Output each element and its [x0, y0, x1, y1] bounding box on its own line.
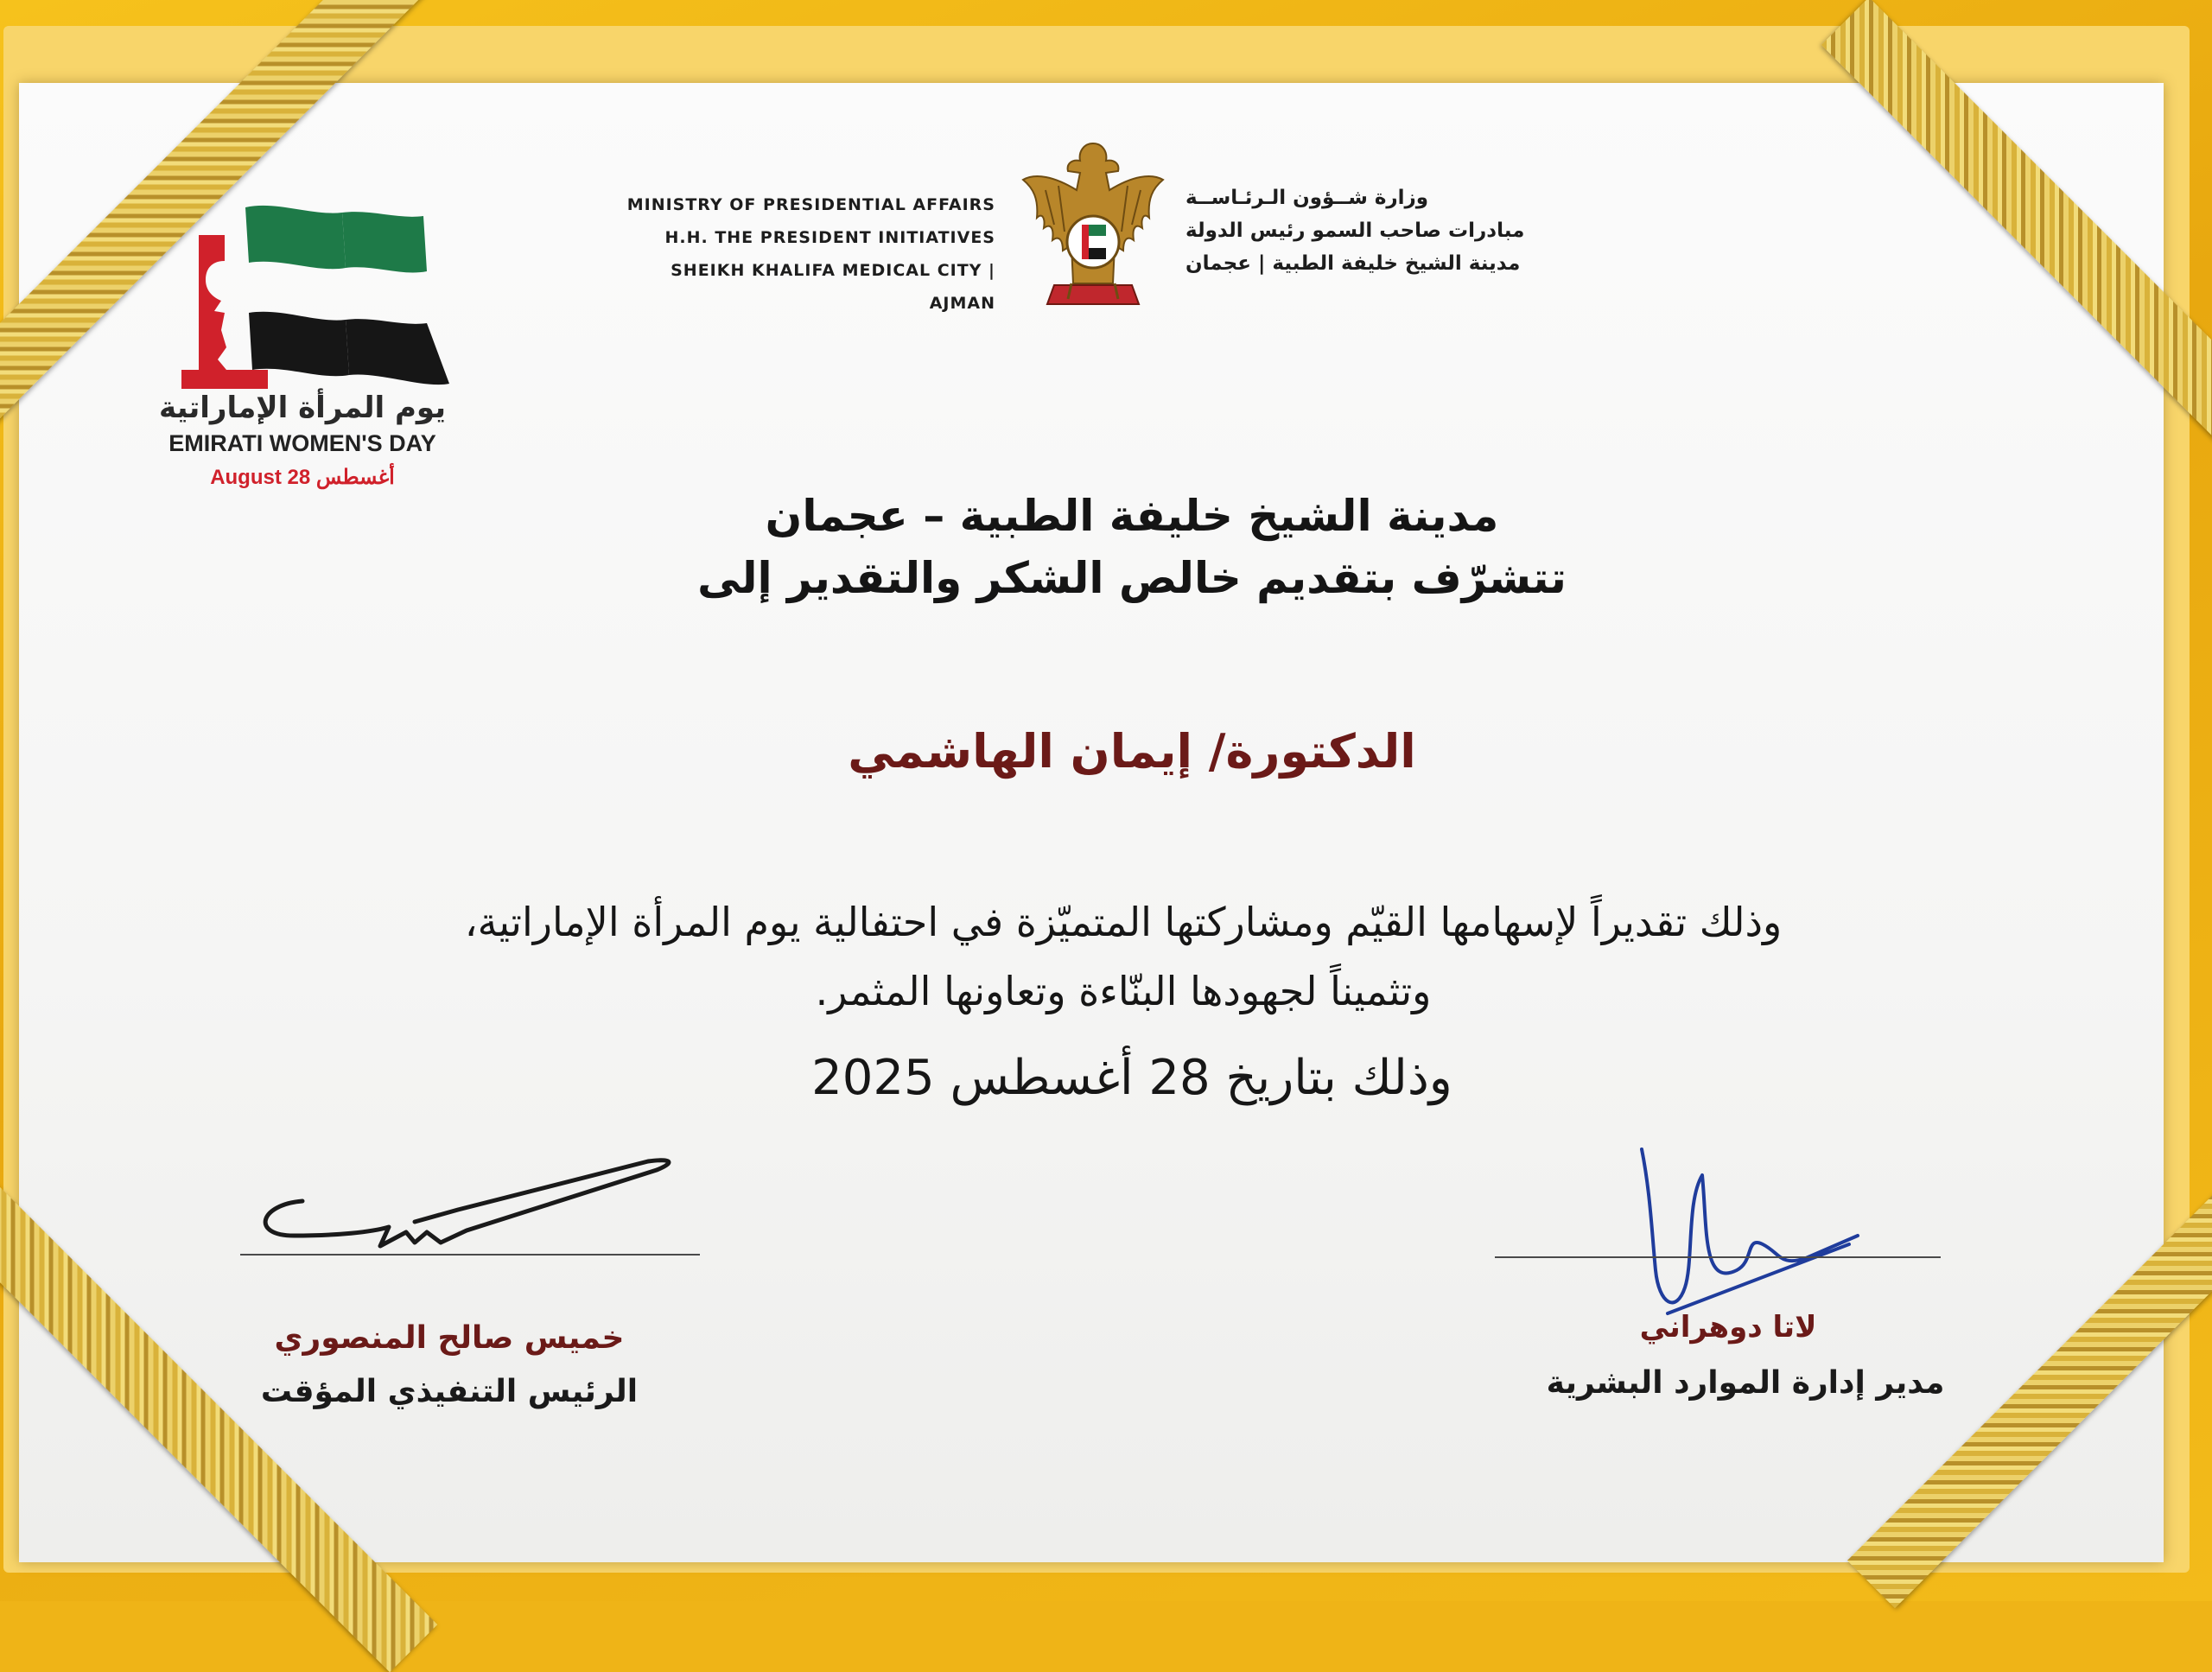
left-signatory-title: الرئيس التنفيذي المؤقت	[260, 1374, 639, 1409]
right-signatory-name: لاتا دوهراني	[1639, 1310, 1817, 1345]
right-signatory-title: مدير إدارة الموارد البشرية	[1546, 1365, 1945, 1401]
ministry-ar-line-2: مبادرات صاحب السمو رئيس الدولة	[1185, 219, 1525, 242]
left-signatory-name: خميس صالح المنصوري	[274, 1320, 625, 1356]
right-signature-line	[1495, 1256, 1941, 1258]
left-signature-line	[240, 1254, 700, 1256]
ministry-en-line-2: H.H. THE PRESIDENT INITIATIVES	[664, 228, 995, 247]
certificate-body-line-1: وذلك تقديراً لإسهامها القيّم ومشاركتها المتميّزة في احتفالية يوم المرأة الإماراتية،	[464, 899, 1783, 945]
womens-day-title-arabic: يوم المرأة الإماراتية	[158, 391, 447, 425]
ministry-ar-line-3: مدينة الشيخ خليفة الطبية | عجمان	[1185, 252, 1521, 275]
left-signature-mark	[242, 1149, 709, 1262]
certificate-body-line-2: وتثميناً لجهودها البنّاءة وتعاونها المثمر.	[815, 968, 1432, 1014]
certificate-heading-line-2: تتشرّف بتقديم خالص الشكر والتقدير إلى	[697, 553, 1567, 603]
ministry-ar-line-1: وزارة شــؤون الـرئـاســة	[1185, 187, 1429, 209]
ministry-en-line-3: SHEIKH KHALIFA MEDICAL CITY | AJMAN	[671, 261, 995, 313]
womens-day-title-english: EMIRATI WOMEN'S DAY	[168, 430, 436, 456]
uae-falcon-emblem-icon	[1020, 138, 1166, 320]
certificate-date: وذلك بتاريخ 28 أغسطس 2025	[811, 1050, 1452, 1106]
ministry-name-arabic	[1185, 181, 1557, 280]
certificate-heading-line-1: مدينة الشيخ خليفة الطبية – عجمان	[765, 491, 1499, 541]
ministry-en-line-1: MINISTRY OF PRESIDENTIAL AFFAIRS	[626, 195, 995, 214]
womens-day-date: August 28 أغسطس	[210, 466, 395, 489]
recipient-name: الدكتورة/ إيمان الهاشمي	[848, 724, 1416, 779]
emirati-womens-day-flag-icon	[164, 200, 458, 399]
right-signature-mark	[1607, 1141, 1866, 1331]
ministry-name-english	[605, 188, 995, 320]
